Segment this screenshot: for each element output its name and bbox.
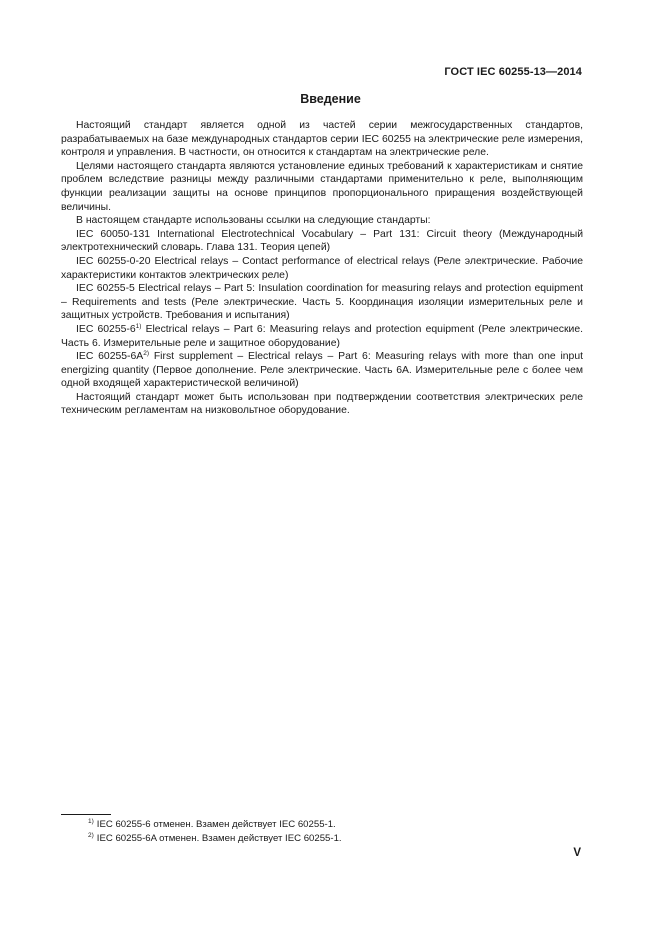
document-header: ГОСТ IEC 60255-13—2014 — [444, 66, 582, 78]
paragraph: Настоящий стандарт может быть использован при подтверждении соответствия электрических реле техническим регламентам на низковольтное оборудование. — [61, 391, 583, 417]
reference-item: IEC 60255-0-20 Electrical relays – Contact performance of electrical relays (Реле электрические. Рабочие характеристики контактов электрических реле) — [61, 255, 583, 281]
footnote-text: IEC 60255-6 отменен. Взамен действует IEC 60255-1. — [96, 819, 336, 830]
paragraph: В настоящем стандарте использованы ссылки на следующие стандарты: — [76, 215, 431, 227]
footnote — [88, 832, 342, 846]
reference-item — [61, 350, 583, 391]
reference-text: First supplement – Electrical relays – Part 6: Measuring relays with more than one input energizing quantity (Первое дополнение. Реле электрические. Часть 6А. Измерительные реле с более чем одной входящей характеристической величиной) — [61, 351, 583, 390]
footnote-divider — [61, 814, 111, 815]
reference-item: IEC 60050-131 International Electrotechnical Vocabulary – Part 131: Circuit theory (Международный электротехнический словарь. Глава 131. Теория цепей) — [61, 228, 583, 254]
footnote — [88, 818, 342, 832]
section-title: Введение — [300, 92, 361, 106]
footnote-mark: 1) — [135, 322, 142, 330]
footnote-text: IEC 60255-6A отменен. Взамен действует IEC 60255-1. — [96, 832, 342, 844]
reference-item: IEC 60255-5 Electrical relays – Part 5: Insulation coordination for measuring relays and protection equipment – Requirements and tests (Реле электрические. Часть 5. Координация изоляции измерительных реле и защитных устройств. Требования и испытания) — [61, 283, 583, 322]
reference-code: IEC 60255-6 — [76, 323, 136, 335]
footnotes — [88, 818, 342, 845]
reference-text: Electrical relays – Part 6: Measuring relays and protection equipment (Реле электрические. Часть 6. Измерительные реле и защитное оборудование) — [61, 323, 584, 349]
footnote-mark: 2) — [143, 350, 149, 358]
body-text — [61, 119, 583, 418]
page-number: V — [573, 847, 581, 859]
reference-item — [61, 323, 583, 350]
footnote-mark: 1) — [88, 818, 94, 825]
reference-code: IEC 60255-6A — [76, 351, 144, 363]
paragraph: Целями настоящего стандарта являются установление единых требований к характеристикам и снятие проблем вследствие разницы между различными стандартами применительно к реле, выполняющим функции реализации защиты на основе принципов пропорционального приращения воздействующей величины. — [61, 160, 583, 213]
footnote-mark: 2) — [88, 831, 94, 839]
paragraph: Настоящий стандарт является одной из частей серии межгосударственных стандартов, разрабатываемых на базе международных стандартов серии IEC 60255 на электрические реле измерения, контроля и управления. В частности, он относится к стандартам на электрические реле. — [61, 120, 583, 159]
